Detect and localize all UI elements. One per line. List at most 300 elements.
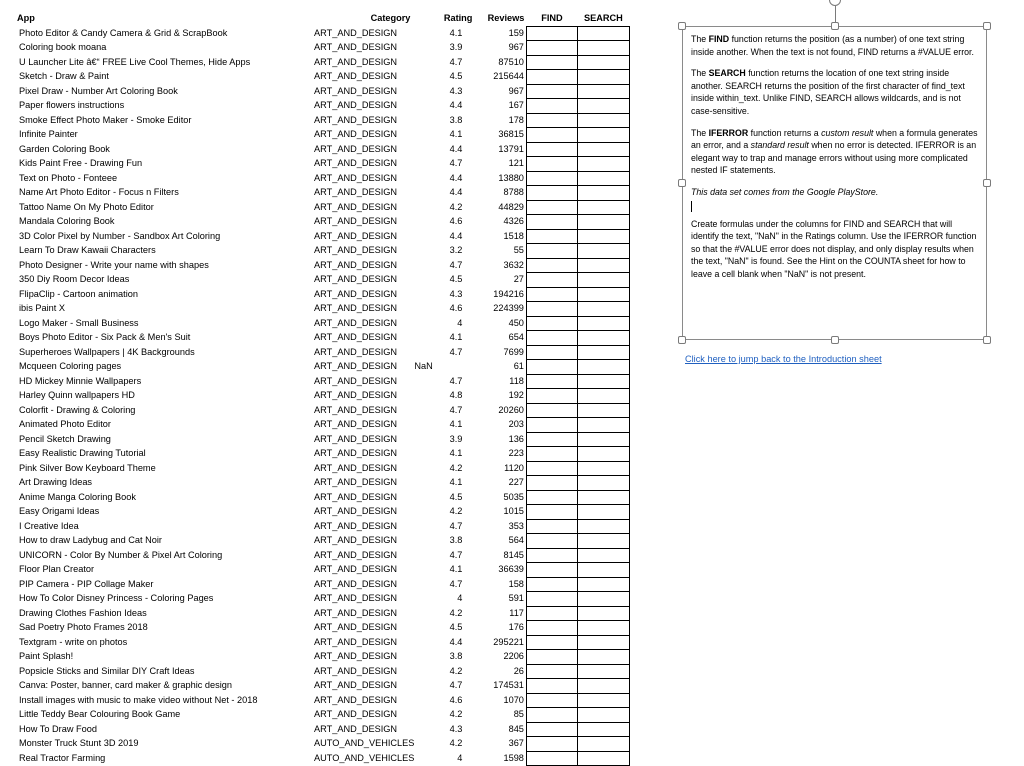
cell-app[interactable]: Easy Realistic Drawing Tutorial	[19, 448, 146, 458]
cell-reviews[interactable]: 1518	[474, 229, 526, 244]
cell-category[interactable]: ART_AND_DESIGN	[314, 448, 398, 458]
cell-app[interactable]: PIP Camera - PIP Collage Maker	[19, 578, 154, 589]
cell-find[interactable]	[526, 331, 577, 346]
cell-rating[interactable]: 4.4	[449, 100, 463, 110]
cell-category[interactable]: ART_AND_DESIGN	[314, 375, 398, 386]
cell-find[interactable]	[526, 722, 577, 737]
cell-rating[interactable]: 4.2	[449, 607, 463, 618]
resize-handle-top-right[interactable]	[983, 22, 991, 30]
cell-category[interactable]: ART_AND_DESIGN	[314, 564, 398, 574]
cell-reviews[interactable]: 367	[474, 737, 526, 752]
cell-search[interactable]	[577, 461, 629, 476]
cell-rating[interactable]: 4.7	[449, 404, 463, 415]
cell-reviews[interactable]: 117	[474, 606, 526, 621]
cell-app[interactable]: Paper flowers instructions	[19, 100, 125, 110]
cell-reviews[interactable]: 967	[474, 84, 526, 99]
cell-find[interactable]	[526, 99, 577, 114]
cell-category[interactable]: ART_AND_DESIGN	[314, 158, 398, 168]
cell-app[interactable]: Animated Photo Editor	[19, 419, 111, 429]
cell-category[interactable]: ART_AND_DESIGN	[314, 42, 398, 52]
cell-reviews[interactable]: 227	[474, 476, 526, 491]
cell-reviews[interactable]: 8788	[474, 186, 526, 201]
cell-find[interactable]	[526, 244, 577, 259]
cell-find[interactable]	[526, 26, 577, 41]
cell-category[interactable]: ART_AND_DESIGN	[314, 317, 398, 328]
cell-reviews[interactable]: 5035	[474, 490, 526, 505]
cell-category[interactable]: ART_AND_DESIGN	[314, 187, 398, 197]
cell-search[interactable]	[577, 418, 629, 433]
cell-reviews[interactable]: 1015	[474, 505, 526, 520]
cell-category[interactable]: ART_AND_DESIGN	[314, 390, 398, 400]
cell-app[interactable]: Superheroes Wallpapers | 4K Backgrounds	[19, 346, 195, 357]
cell-rating[interactable]: 4.5	[449, 491, 463, 502]
cell-find[interactable]	[526, 186, 577, 201]
cell-category[interactable]: ART_AND_DESIGN	[314, 491, 398, 502]
cell-rating[interactable]: 4.2	[449, 665, 463, 676]
cell-search[interactable]	[577, 84, 629, 99]
cell-category[interactable]: ART_AND_DESIGN	[314, 477, 398, 487]
cell-reviews[interactable]: 1120	[474, 461, 526, 476]
cell-rating[interactable]: 4.1	[449, 332, 463, 342]
cell-search[interactable]	[577, 693, 629, 708]
cell-search[interactable]	[577, 316, 629, 331]
cell-find[interactable]	[526, 345, 577, 360]
cell-app[interactable]: UNICORN - Color By Number & Pixel Art Coloring	[19, 549, 223, 560]
cell-app[interactable]: Name Art Photo Editor - Focus n Filters	[19, 187, 179, 197]
cell-category[interactable]: ART_AND_DESIGN	[314, 404, 398, 415]
cell-find[interactable]	[526, 316, 577, 331]
cell-app[interactable]: Easy Origami Ideas	[19, 506, 100, 516]
cell-find[interactable]	[526, 157, 577, 172]
cell-app[interactable]: Learn To Draw Kawaii Characters	[19, 245, 156, 255]
cell-rating[interactable]: 4.3	[449, 85, 463, 96]
cell-rating[interactable]: 3.9	[449, 433, 463, 444]
cell-category[interactable]: ART_AND_DESIGN	[314, 665, 398, 676]
cell-app[interactable]: Sketch - Draw & Paint	[19, 71, 109, 81]
cell-find[interactable]	[526, 70, 577, 85]
cell-app[interactable]: Textgram - write on photos	[19, 636, 128, 647]
cell-category[interactable]: ART_AND_DESIGN	[314, 114, 398, 125]
cell-reviews[interactable]: 1598	[474, 751, 526, 766]
cell-app[interactable]: Monster Truck Stunt 3D 2019	[19, 738, 139, 748]
cell-find[interactable]	[526, 693, 577, 708]
cell-reviews[interactable]: 4326	[474, 215, 526, 230]
header-app[interactable]: App	[17, 13, 35, 24]
cell-search[interactable]	[577, 26, 629, 41]
resize-handle-bottom-right[interactable]	[983, 336, 991, 344]
cell-find[interactable]	[526, 418, 577, 433]
cell-category[interactable]: ART_AND_DESIGN	[314, 288, 398, 299]
cell-rating[interactable]: 4.7	[449, 56, 463, 67]
cell-app[interactable]: Drawing Clothes Fashion Ideas	[19, 607, 147, 618]
cell-reviews[interactable]: 55	[474, 244, 526, 259]
cell-find[interactable]	[526, 621, 577, 636]
cell-rating[interactable]: 4	[457, 593, 463, 603]
cell-category[interactable]: ART_AND_DESIGN	[314, 520, 398, 531]
cell-find[interactable]	[526, 403, 577, 418]
cell-reviews[interactable]: 450	[474, 316, 526, 331]
cell-category[interactable]: ART_AND_DESIGN	[314, 462, 398, 473]
cell-reviews[interactable]: 192	[474, 389, 526, 404]
resize-handle-top-left[interactable]	[678, 22, 686, 30]
cell-app[interactable]: Little Teddy Bear Colouring Book Game	[19, 709, 181, 719]
cell-reviews[interactable]: 2206	[474, 650, 526, 665]
cell-app[interactable]: Art Drawing Ideas	[19, 477, 93, 487]
cell-search[interactable]	[577, 751, 629, 766]
cell-rating[interactable]: 3.2	[449, 245, 463, 255]
cell-search[interactable]	[577, 389, 629, 404]
cell-category[interactable]: ART_AND_DESIGN	[314, 651, 398, 661]
resize-handle-bottom-left[interactable]	[678, 336, 686, 344]
cell-search[interactable]	[577, 215, 629, 230]
cell-category[interactable]: ART_AND_DESIGN	[314, 259, 398, 270]
cell-rating[interactable]: 4.7	[449, 680, 463, 690]
cell-rating[interactable]: 4.1	[449, 448, 463, 458]
header-category[interactable]: Category	[370, 13, 411, 24]
cell-find[interactable]	[526, 708, 577, 723]
cell-reviews[interactable]: 136	[474, 432, 526, 447]
cell-find[interactable]	[526, 490, 577, 505]
cell-app[interactable]: Pencil Sketch Drawing	[19, 433, 111, 444]
cell-rating[interactable]: 4.1	[449, 564, 463, 574]
cell-search[interactable]	[577, 737, 629, 752]
cell-reviews[interactable]: 174531	[474, 679, 526, 694]
cell-app[interactable]: Colorfit - Drawing & Coloring	[19, 404, 136, 415]
cell-category[interactable]: ART_AND_DESIGN	[314, 172, 398, 183]
cell-rating[interactable]: 4.5	[449, 274, 463, 284]
cell-search[interactable]	[577, 476, 629, 491]
cell-search[interactable]	[577, 708, 629, 723]
cell-rating[interactable]: 4.7	[449, 346, 463, 357]
cell-reviews[interactable]: 87510	[474, 55, 526, 70]
cell-reviews[interactable]: 1070	[474, 693, 526, 708]
cell-find[interactable]	[526, 563, 577, 578]
cell-search[interactable]	[577, 563, 629, 578]
cell-category[interactable]: ART_AND_DESIGN	[314, 506, 398, 516]
cell-find[interactable]	[526, 374, 577, 389]
cell-search[interactable]	[577, 171, 629, 186]
cell-app[interactable]: Photo Designer - Write your name with shapes	[19, 259, 209, 270]
cell-category[interactable]: ART_AND_DESIGN	[314, 346, 398, 357]
cell-rating[interactable]: 4.2	[449, 462, 463, 473]
cell-rating[interactable]: 4.2	[449, 201, 463, 212]
cell-reviews[interactable]: 7699	[474, 345, 526, 360]
cell-find[interactable]	[526, 635, 577, 650]
cell-rating[interactable]: 4.4	[449, 143, 463, 154]
cell-find[interactable]	[526, 200, 577, 215]
cell-find[interactable]	[526, 84, 577, 99]
cell-reviews[interactable]: 223	[474, 447, 526, 462]
cell-app[interactable]: HD Mickey Minnie Wallpapers	[19, 375, 142, 386]
cell-reviews[interactable]: 121	[474, 157, 526, 172]
cell-find[interactable]	[526, 461, 577, 476]
cell-search[interactable]	[577, 621, 629, 636]
cell-find[interactable]	[526, 142, 577, 157]
cell-find[interactable]	[526, 389, 577, 404]
cell-search[interactable]	[577, 534, 629, 549]
cell-reviews[interactable]: 167	[474, 99, 526, 114]
cell-app[interactable]: Boys Photo Editor - Six Pack & Men's Suit	[19, 332, 191, 342]
cell-category[interactable]: ART_AND_DESIGN	[314, 361, 398, 371]
cell-app[interactable]: How To Color Disney Princess - Coloring Pages	[19, 593, 214, 603]
cell-rating[interactable]: 4.6	[449, 694, 463, 705]
header-rating[interactable]: Rating	[443, 13, 473, 24]
cell-category[interactable]: ART_AND_DESIGN	[314, 85, 398, 96]
cell-reviews[interactable]: 224399	[474, 302, 526, 317]
cell-reviews[interactable]: 845	[474, 722, 526, 737]
cell-search[interactable]	[577, 200, 629, 215]
cell-find[interactable]	[526, 737, 577, 752]
cell-app[interactable]: Smoke Effect Photo Maker - Smoke Editor	[19, 114, 192, 125]
cell-category[interactable]: ART_AND_DESIGN	[314, 216, 398, 226]
cell-category[interactable]: ART_AND_DESIGN	[314, 593, 398, 603]
cell-reviews[interactable]: 176	[474, 621, 526, 636]
cell-app[interactable]: Pixel Draw - Number Art Coloring Book	[19, 85, 178, 96]
cell-category[interactable]: ART_AND_DESIGN	[314, 549, 398, 560]
cell-find[interactable]	[526, 41, 577, 56]
cell-app[interactable]: How to draw Ladybug and Cat Noir	[19, 535, 162, 545]
cell-rating[interactable]: 4	[457, 752, 463, 763]
cell-category[interactable]: ART_AND_DESIGN	[314, 607, 398, 618]
cell-reviews[interactable]: 8145	[474, 548, 526, 563]
cell-rating[interactable]: NaN	[414, 361, 433, 371]
cell-search[interactable]	[577, 345, 629, 360]
cell-reviews[interactable]: 3632	[474, 258, 526, 273]
cell-rating[interactable]: 4.7	[449, 375, 463, 386]
cell-category[interactable]: ART_AND_DESIGN	[314, 578, 398, 589]
cell-app[interactable]: Tattoo Name On My Photo Editor	[19, 201, 154, 212]
cell-app[interactable]: Anime Manga Coloring Book	[19, 491, 136, 502]
cell-search[interactable]	[577, 331, 629, 346]
cell-category[interactable]: ART_AND_DESIGN	[314, 535, 398, 545]
cell-rating[interactable]: 4.2	[449, 506, 463, 516]
cell-search[interactable]	[577, 157, 629, 172]
header-search[interactable]: SEARCH	[584, 13, 623, 23]
cell-search[interactable]	[577, 432, 629, 447]
cell-find[interactable]	[526, 287, 577, 302]
cell-search[interactable]	[577, 258, 629, 273]
cell-reviews[interactable]: 13791	[474, 142, 526, 157]
cell-app[interactable]: Pink Silver Bow Keyboard Theme	[19, 462, 156, 473]
cell-rating[interactable]: 4.1	[449, 477, 463, 487]
cell-rating[interactable]: 4.5	[449, 71, 463, 81]
cell-find[interactable]	[526, 215, 577, 230]
cell-category[interactable]: AUTO_AND_VEHICLES	[314, 752, 415, 763]
cell-reviews[interactable]: 13880	[474, 171, 526, 186]
cell-search[interactable]	[577, 186, 629, 201]
cell-search[interactable]	[577, 374, 629, 389]
cell-category[interactable]: ART_AND_DESIGN	[314, 27, 398, 38]
cell-rating[interactable]: 4.1	[449, 129, 463, 139]
cell-category[interactable]: ART_AND_DESIGN	[314, 622, 398, 632]
cell-find[interactable]	[526, 302, 577, 317]
resize-handle-left[interactable]	[678, 179, 686, 187]
cell-category[interactable]: ART_AND_DESIGN	[314, 71, 398, 81]
cell-rating[interactable]: 4.4	[449, 230, 463, 241]
cell-find[interactable]	[526, 679, 577, 694]
cell-app[interactable]: ibis Paint X	[19, 303, 65, 313]
cell-search[interactable]	[577, 505, 629, 520]
cell-reviews[interactable]: 159	[474, 26, 526, 41]
cell-reviews[interactable]: 967	[474, 41, 526, 56]
cell-app[interactable]: Sad Poetry Photo Frames 2018	[19, 622, 148, 632]
cell-search[interactable]	[577, 302, 629, 317]
cell-app[interactable]: Garden Coloring Book	[19, 143, 110, 154]
cell-search[interactable]	[577, 577, 629, 592]
cell-find[interactable]	[526, 505, 577, 520]
header-find[interactable]: FIND	[541, 13, 563, 23]
cell-category[interactable]: ART_AND_DESIGN	[314, 332, 398, 342]
cell-rating[interactable]: 4.3	[449, 288, 463, 299]
cell-app[interactable]: Paint Splash!	[19, 651, 74, 661]
cell-reviews[interactable]: 20260	[474, 403, 526, 418]
cell-search[interactable]	[577, 722, 629, 737]
intro-sheet-link[interactable]: Click here to jump back to the Introduction sheet	[685, 354, 882, 364]
cell-category[interactable]: ART_AND_DESIGN	[314, 201, 398, 212]
cell-category[interactable]: ART_AND_DESIGN	[314, 143, 398, 154]
cell-find[interactable]	[526, 548, 577, 563]
cell-rating[interactable]: 4.4	[449, 187, 463, 197]
cell-category[interactable]: ART_AND_DESIGN	[314, 230, 398, 241]
cell-search[interactable]	[577, 99, 629, 114]
cell-app[interactable]: Kids Paint Free - Drawing Fun	[19, 158, 143, 168]
cell-app[interactable]: I Creative Idea	[19, 520, 79, 531]
cell-app[interactable]: Infinite Painter	[19, 129, 78, 139]
cell-find[interactable]	[526, 476, 577, 491]
cell-rating[interactable]: 4.1	[449, 419, 463, 429]
cell-rating[interactable]: 4.2	[449, 738, 463, 748]
cell-reviews[interactable]: 36815	[474, 128, 526, 143]
cell-find[interactable]	[526, 171, 577, 186]
cell-reviews[interactable]: 27	[474, 273, 526, 288]
cell-rating[interactable]: 4	[457, 317, 463, 328]
cell-reviews[interactable]: 215644	[474, 70, 526, 85]
cell-category[interactable]: ART_AND_DESIGN	[314, 709, 398, 719]
cell-reviews[interactable]: 158	[474, 577, 526, 592]
cell-app[interactable]: Canva: Poster, banner, card maker & graphic design	[19, 680, 232, 690]
cell-search[interactable]	[577, 519, 629, 534]
cell-app[interactable]: Floor Plan Creator	[19, 564, 95, 574]
cell-reviews[interactable]: 178	[474, 113, 526, 128]
cell-app[interactable]: 350 Diy Room Decor Ideas	[19, 274, 130, 284]
cell-rating[interactable]: 3.8	[449, 535, 463, 545]
cell-category[interactable]: ART_AND_DESIGN	[314, 433, 398, 444]
cell-rating[interactable]: 4.7	[449, 520, 463, 531]
cell-rating[interactable]: 4.7	[449, 259, 463, 270]
cell-search[interactable]	[577, 244, 629, 259]
cell-search[interactable]	[577, 650, 629, 665]
cell-rating[interactable]: 3.9	[449, 42, 463, 52]
cell-reviews[interactable]: 194216	[474, 287, 526, 302]
resize-handle-top[interactable]	[831, 22, 839, 30]
cell-search[interactable]	[577, 606, 629, 621]
cell-rating[interactable]: 4.6	[449, 303, 463, 313]
cell-rating[interactable]: 4.4	[449, 172, 463, 183]
cell-find[interactable]	[526, 128, 577, 143]
cell-app[interactable]: FlipaClip - Cartoon animation	[19, 288, 138, 299]
cell-find[interactable]	[526, 229, 577, 244]
cell-search[interactable]	[577, 548, 629, 563]
resize-handle-right[interactable]	[983, 179, 991, 187]
cell-app[interactable]: 3D Color Pixel by Number - Sandbox Art Coloring	[19, 230, 221, 241]
cell-app[interactable]: Harley Quinn wallpapers HD	[19, 390, 135, 400]
cell-app[interactable]: Mcqueen Coloring pages	[19, 361, 122, 371]
cell-category[interactable]: ART_AND_DESIGN	[314, 636, 398, 647]
cell-rating[interactable]: 4.1	[449, 27, 463, 38]
cell-search[interactable]	[577, 113, 629, 128]
cell-find[interactable]	[526, 577, 577, 592]
cell-find[interactable]	[526, 55, 577, 70]
cell-category[interactable]: AUTO_AND_VEHICLES	[314, 738, 415, 748]
cell-search[interactable]	[577, 679, 629, 694]
cell-search[interactable]	[577, 273, 629, 288]
cell-category[interactable]: ART_AND_DESIGN	[314, 723, 398, 734]
header-reviews[interactable]: Reviews	[487, 13, 525, 24]
cell-reviews[interactable]: 353	[474, 519, 526, 534]
cell-reviews[interactable]: 85	[474, 708, 526, 723]
cell-app[interactable]: Real Tractor Farming	[19, 752, 106, 763]
cell-category[interactable]: ART_AND_DESIGN	[314, 245, 398, 255]
cell-rating[interactable]: 4.7	[449, 158, 463, 168]
cell-rating[interactable]: 3.8	[449, 114, 463, 125]
cell-find[interactable]	[526, 592, 577, 607]
cell-category[interactable]: ART_AND_DESIGN	[314, 129, 398, 139]
cell-rating[interactable]: 4.8	[449, 390, 463, 400]
cell-find[interactable]	[526, 273, 577, 288]
cell-app[interactable]: How To Draw Food	[19, 723, 97, 734]
cell-category[interactable]: ART_AND_DESIGN	[314, 680, 398, 690]
cell-reviews[interactable]: 36639	[474, 563, 526, 578]
cell-search[interactable]	[577, 664, 629, 679]
cell-search[interactable]	[577, 128, 629, 143]
cell-find[interactable]	[526, 447, 577, 462]
cell-find[interactable]	[526, 519, 577, 534]
cell-app[interactable]: Install images with music to make video without Net - 2018	[19, 694, 258, 705]
cell-category[interactable]: ART_AND_DESIGN	[314, 56, 398, 67]
cell-rating[interactable]: 4.7	[449, 578, 463, 589]
cell-reviews[interactable]: 203	[474, 418, 526, 433]
cell-find[interactable]	[526, 751, 577, 766]
cell-reviews[interactable]: 591	[474, 592, 526, 607]
cell-find[interactable]	[526, 650, 577, 665]
cell-app[interactable]: Logo Maker - Small Business	[19, 317, 139, 328]
cell-category[interactable]: ART_AND_DESIGN	[314, 100, 398, 110]
cell-search[interactable]	[577, 41, 629, 56]
cell-find[interactable]	[526, 432, 577, 447]
cell-app[interactable]: Mandala Coloring Book	[19, 216, 115, 226]
rotate-handle-icon[interactable]	[829, 0, 841, 6]
cell-search[interactable]	[577, 635, 629, 650]
cell-rating[interactable]: 4.2	[449, 709, 463, 719]
cell-app[interactable]: Coloring book moana	[19, 42, 107, 52]
cell-reviews[interactable]: 564	[474, 534, 526, 549]
instructions-textbox[interactable]	[682, 26, 987, 340]
cell-rating[interactable]: 4.7	[449, 549, 463, 560]
cell-search[interactable]	[577, 592, 629, 607]
cell-reviews[interactable]: 654	[474, 331, 526, 346]
cell-reviews[interactable]: 44829	[474, 200, 526, 215]
cell-reviews[interactable]: 118	[474, 374, 526, 389]
cell-search[interactable]	[577, 229, 629, 244]
cell-rating[interactable]: 4.3	[449, 723, 463, 734]
cell-find[interactable]	[526, 113, 577, 128]
cell-find[interactable]	[526, 606, 577, 621]
cell-search[interactable]	[577, 403, 629, 418]
cell-search[interactable]	[577, 142, 629, 157]
cell-search[interactable]	[577, 70, 629, 85]
cell-rating[interactable]: 4.6	[449, 216, 463, 226]
cell-find[interactable]	[526, 360, 577, 375]
